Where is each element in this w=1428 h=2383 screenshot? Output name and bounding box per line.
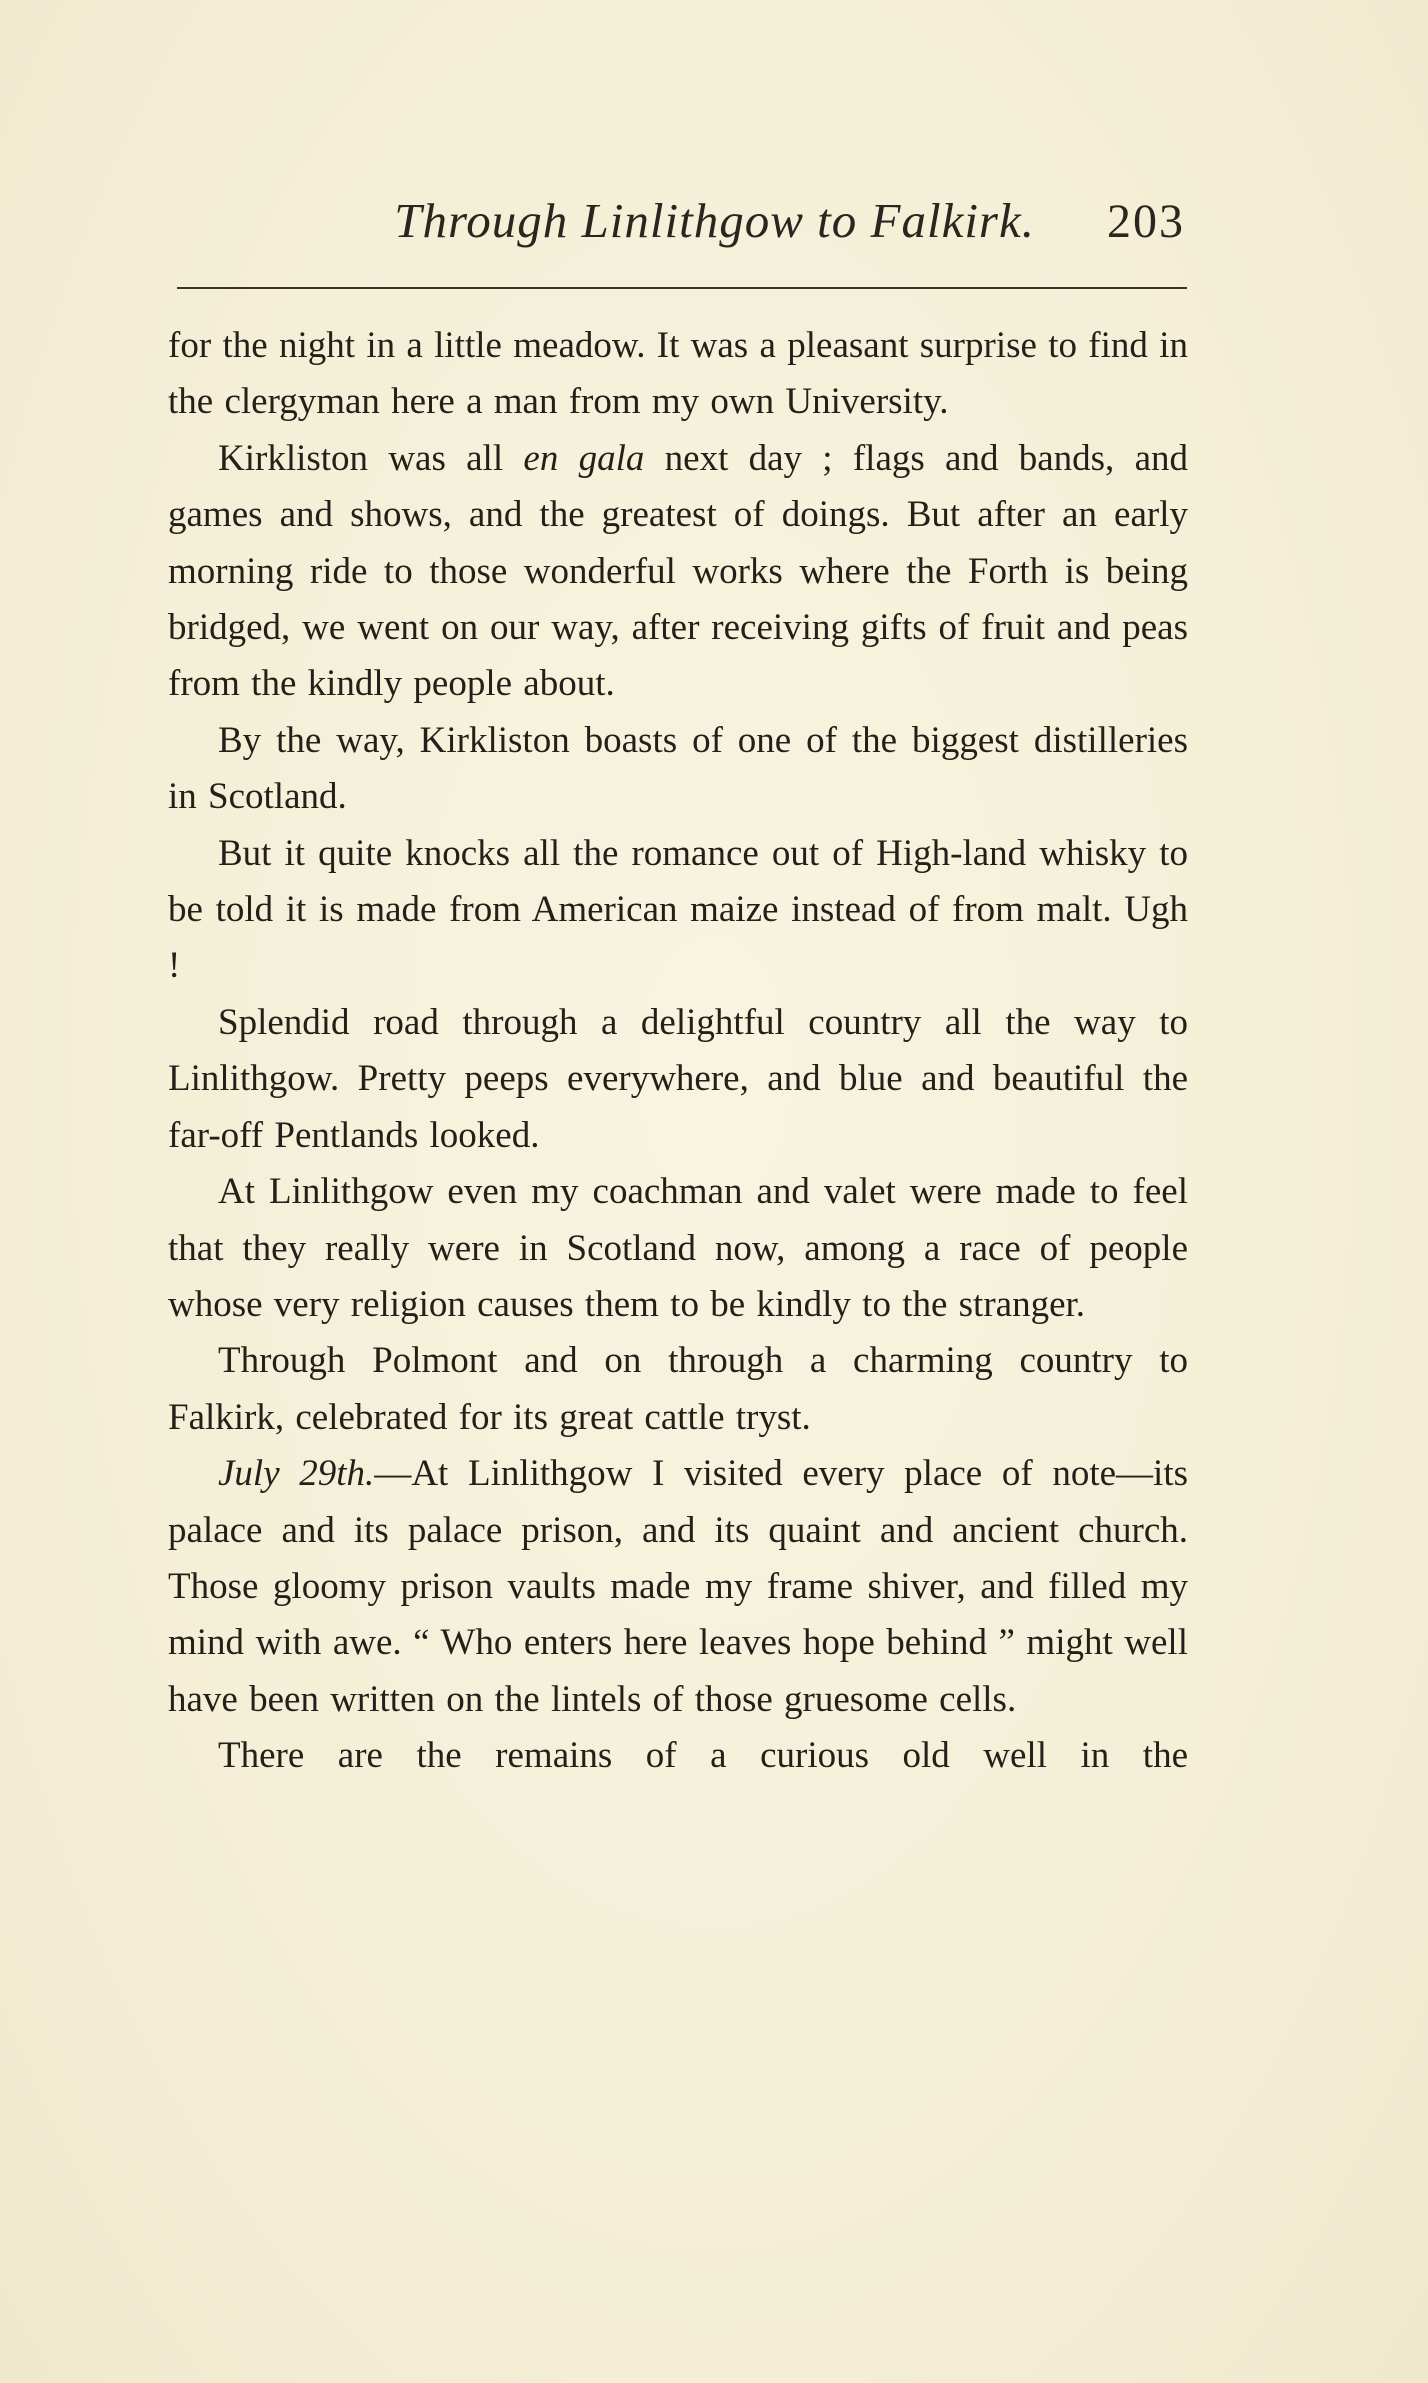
paragraph-2-text-a: Kirkliston was all xyxy=(218,437,524,479)
paragraph-9-text: There are the remains of a curious old well in the xyxy=(218,1735,1188,1777)
paragraph-2 xyxy=(168,431,1188,713)
paragraph-2-italic: en gala xyxy=(523,437,645,479)
paragraph-1 xyxy=(168,318,1188,431)
paragraph-6-text: At Linlithgow even my coachman and valet were made to feel that they really were in Scotland now, among a race of people whose very religion causes them to be kindly to the stranger. xyxy=(168,1171,1188,1325)
paragraph-4-text: But it quite knocks all the romance out of High-land whisky to be told it is made from American maize instead of from malt. Ugh ! xyxy=(168,832,1188,987)
paragraph-7 xyxy=(168,1333,1188,1446)
paragraph-1-text: for the night in a little meadow. It was a pleasant surprise to find in the clergyman here a man from my own University. xyxy=(168,325,1188,423)
paragraph-8 xyxy=(168,1446,1188,1728)
paragraph-9 xyxy=(168,1728,1188,1784)
body-text xyxy=(168,318,1188,1785)
header-rule xyxy=(177,287,1187,289)
paragraph-4 xyxy=(168,826,1188,995)
paragraph-2-text-b: next day ; flags and bands, and games and shows, and the greatest of doings. But after an early morning ride to those wonderful works where the Forth is being bridged, we went on our way, after receiving gifts of fruit and peas from the kindly people about. xyxy=(168,437,1188,705)
paragraph-5-text: Splendid road through a delightful country all the way to Linlithgow. Pretty peeps everywhere, and blue and beautiful the far-off Pentlands looked. xyxy=(168,1001,1188,1156)
paragraph-6 xyxy=(168,1164,1188,1333)
running-head xyxy=(175,192,1185,262)
paragraph-3-text: By the way, Kirkliston boasts of one of the biggest distilleries in Scotland. xyxy=(168,719,1188,818)
paragraph-3 xyxy=(168,713,1188,826)
paragraph-7-text: Through Polmont and on through a charming country to Falkirk, celebrated for its great cattle tryst. xyxy=(168,1340,1188,1438)
running-title: Through Linlithgow to Falkirk. xyxy=(394,193,1035,248)
paragraph-8-text: —At Linlithgow I visited every place of note—its palace and its palace prison, and its quaint and ancient church. Those gloomy prison vaults made my frame shiver, and filled my mind with awe. “ Who enters here leaves hope behind ” might well have been written on the lintels of those gruesome cells. xyxy=(168,1453,1188,1720)
page-number: 203 xyxy=(1107,195,1185,248)
paragraph-5 xyxy=(168,995,1188,1164)
paragraph-8-italic-date: July 29th. xyxy=(218,1453,375,1495)
